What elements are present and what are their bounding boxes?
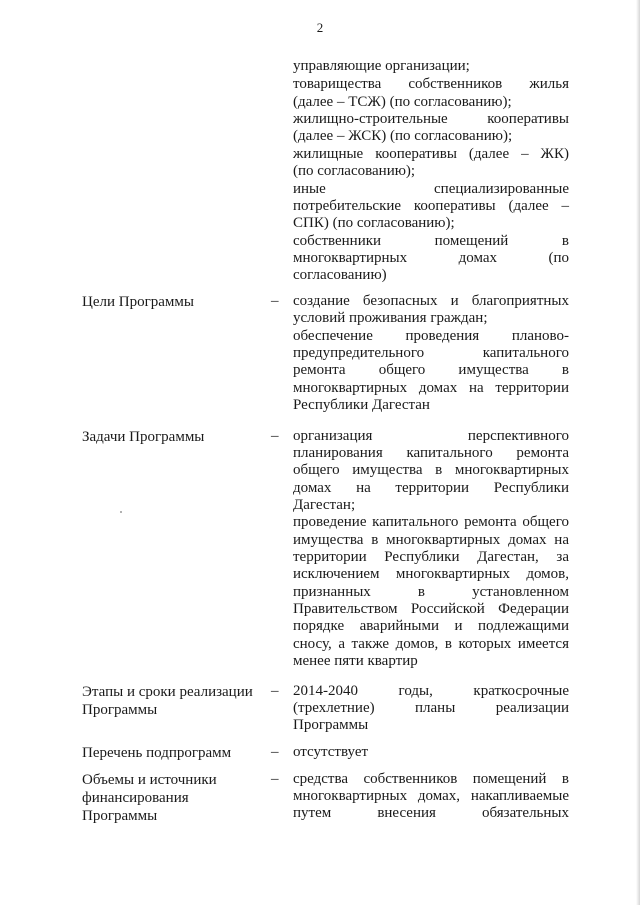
text-line: обеспечение проведения планово- — [293, 328, 569, 344]
dash: – — [271, 293, 279, 309]
text-line: планирования капитального ремонта — [293, 445, 569, 461]
dash: – — [271, 428, 279, 444]
scan-edge — [636, 0, 640, 905]
section-label: Объемы и источники — [82, 772, 217, 788]
text-line: исключением многоквартирных домов, — [293, 566, 569, 582]
text-line: Республики Дагестан — [293, 397, 430, 413]
text-line: порядке аварийными и подлежащими — [293, 618, 569, 634]
text-line: согласованию) — [293, 267, 387, 283]
section-label: Цели Программы — [82, 294, 194, 310]
text-line: территории Республики Дагестан, за — [293, 549, 569, 565]
text-line: (по согласованию); — [293, 163, 416, 179]
text-line: (далее – ТСЖ) (по согласованию); — [293, 94, 512, 110]
text-line: средства собственников помещений в — [293, 771, 569, 787]
text-line: домах на территории Республики — [293, 480, 569, 496]
text-line: СПК) (по согласованию); — [293, 215, 455, 231]
section-label: Программы — [82, 702, 158, 718]
text-line: (далее – ЖСК) (по согласованию); — [293, 128, 513, 144]
text-line: условий проживания граждан; — [293, 310, 488, 326]
text-line: общего имущества в многоквартирных — [293, 462, 569, 478]
text-line: менее пяти квартир — [293, 653, 418, 669]
text-line: собственники помещений в — [293, 233, 569, 249]
text-line: многоквартирных домах, накапливаемые — [293, 788, 569, 804]
text-line: сносу, а также домов, в которых имеется — [293, 636, 569, 652]
text-line: предупредительного капитального — [293, 345, 569, 361]
text-line: жилищно-строительные кооперативы — [293, 111, 569, 127]
text-line: Дагестан; — [293, 497, 356, 513]
text-line: (трехлетние) планы реализации — [293, 700, 569, 716]
text-line: создание безопасных и благоприятных — [293, 293, 569, 309]
section-label: Перечень подпрограмм — [82, 745, 232, 761]
section-label: Этапы и сроки реализации — [82, 684, 253, 700]
text-line: организация перспективного — [293, 428, 569, 444]
text-line: управляющие организации; — [293, 58, 470, 74]
text-line: Правительством Российской Федерации — [293, 601, 569, 617]
text-line: проведение капитального ремонта общего — [293, 514, 569, 530]
section-label: Программы — [82, 808, 158, 824]
text-line: Программы — [293, 717, 369, 733]
text-line: имущества в многоквартирных домах на — [293, 532, 569, 548]
text-line: путем внесения обязательных — [293, 805, 569, 821]
section-label: Задачи Программы — [82, 429, 205, 445]
text-line: признанных в установленном — [293, 584, 569, 600]
text-line: многоквартирных домах (по — [293, 250, 569, 266]
text-line: иные специализированные — [293, 181, 569, 197]
scan-speck — [120, 511, 122, 513]
page-number: 2 — [316, 20, 324, 35]
text-line: отсутствует — [293, 744, 369, 760]
text-line: многоквартирных домах на территории — [293, 380, 569, 396]
text-line: ремонта общего имущества в — [293, 362, 569, 378]
text-line: потребительские кооперативы (далее – — [293, 198, 569, 214]
dash: – — [271, 771, 279, 787]
dash: – — [271, 744, 279, 760]
text-line: 2014-2040 годы, краткосрочные — [293, 683, 569, 699]
dash: – — [271, 683, 279, 699]
text-line: жилищные кооперативы (далее – ЖК) — [293, 146, 569, 162]
section-label: финансирования — [82, 790, 189, 806]
text-line: товарищества собственников жилья — [293, 76, 569, 92]
